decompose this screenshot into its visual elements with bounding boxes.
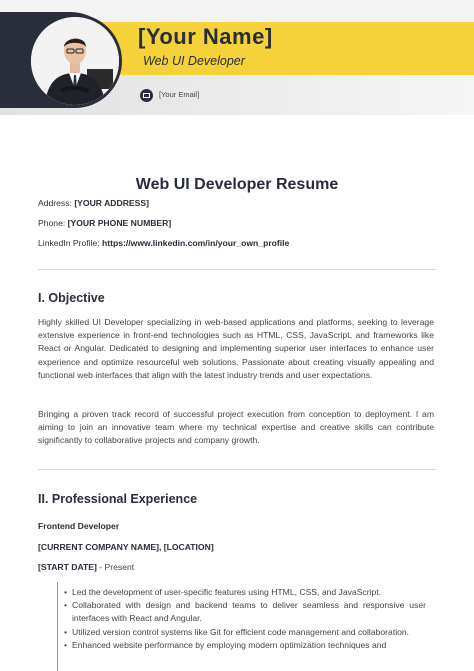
contact-phone-value: [YOUR PHONE NUMBER]: [67, 218, 172, 228]
list-item: • Led the development of user-specific features using HTML, CSS, and JavaScript.: [64, 586, 426, 599]
objective-heading: I. Objective: [38, 291, 105, 305]
contact-address-label: Address:: [38, 198, 75, 208]
list-item: • Collaborated with design and backend teams to deliver seamless and responsive user interfaces with React and Angular.: [64, 599, 426, 625]
job-title: Frontend Developer: [38, 521, 120, 531]
objective-paragraph-2: Bringing a proven track record of successful project execution from conception to deployment. I am aiming to join an innovative team where my technical expertise and creative skills can contribute significantly to collaborative projects and company growth.: [38, 409, 434, 446]
list-item: • Utilized version control systems like Git for efficient code management and collaboration.: [64, 626, 426, 639]
experience-bullets: [64, 586, 426, 652]
bullet-list-bar: [57, 582, 58, 671]
contact-phone-label: Phone:: [38, 218, 68, 228]
section-divider: [38, 269, 436, 270]
candidate-role: Web UI Developer: [143, 54, 245, 68]
contact-address-value: [YOUR ADDRESS]: [74, 198, 149, 208]
candidate-name: [Your Name]: [138, 24, 273, 49]
objective-paragraph-1: Highly skilled UI Developer specializing in web-based applications and platforms, seeking to leverage extensive experience in front-end technologies such as HTML, CSS, JavaScript, and frameworks like React or Angular. Dedicated to designing and implementing superior user interfaces to enhance user experience and optimize resourceful web solutions. Passionate about creating visually appealing and functional web interfaces that align with the latest industry trends and user expectations.: [38, 317, 434, 380]
contact-linkedin-label: LinkedIn Profile:: [38, 238, 103, 248]
job-start-date: [START DATE]: [38, 562, 97, 572]
job-company: [CURRENT COMPANY NAME], [LOCATION]: [38, 542, 214, 552]
section-divider: [38, 469, 436, 470]
contact-phone: [38, 218, 171, 228]
document-title: Web UI Developer Resume: [135, 176, 339, 193]
job-dates: [38, 562, 134, 572]
list-item: • Enhanced website performance by employing modern optimization techniques and: [64, 639, 426, 652]
contact-linkedin-value[interactable]: https://www.linkedin.com/in/your_own_profile: [102, 238, 290, 248]
profile-photo: [28, 14, 122, 108]
job-end-date: - Present: [96, 562, 135, 572]
contact-address: [38, 198, 149, 208]
resume-header: [0, 0, 474, 115]
experience-heading: II. Professional Experience: [38, 492, 198, 506]
email-icon: [140, 89, 153, 102]
contact-linkedin: [38, 238, 289, 248]
candidate-email: [Your Email]: [159, 90, 200, 99]
